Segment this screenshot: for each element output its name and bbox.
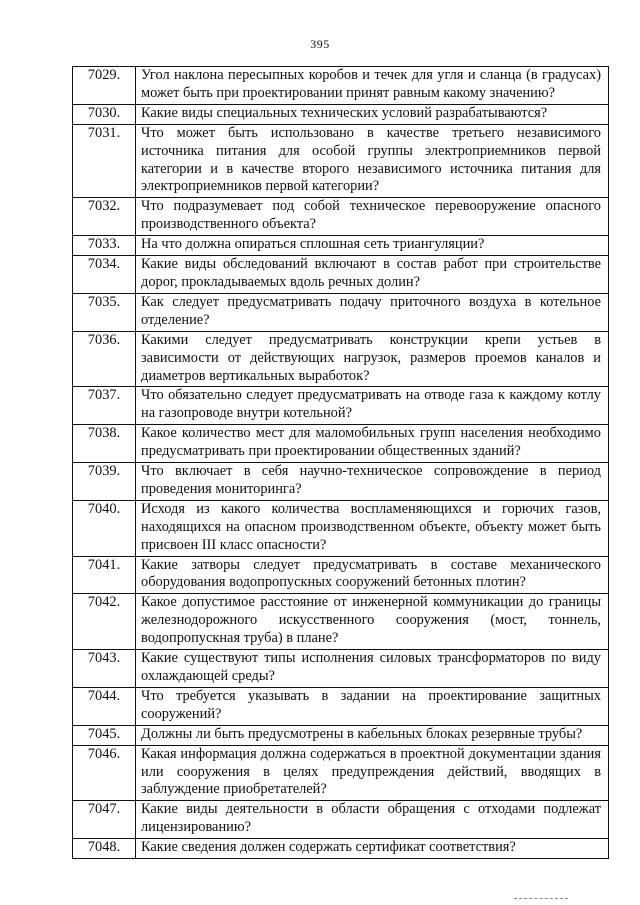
- questions-table: [72, 66, 609, 859]
- page-number: 395: [310, 37, 330, 51]
- question-text: Какие сведения должен содержать сертификат соответствия?: [136, 839, 609, 859]
- question-text: Какими следует предусматривать конструкции крепи устьев в зависимости от действующих нагрузок, размеров проемов каналов и диаметров вертикальных выработок?: [136, 331, 609, 387]
- question-number: 7029.: [73, 67, 136, 105]
- question-row: [73, 104, 609, 124]
- question-row: [73, 745, 609, 801]
- question-number: 7043.: [73, 650, 136, 688]
- question-text: Что подразумевает под собой техническое перевооружение опасного производственного объекта?: [136, 198, 609, 236]
- question-row: [73, 293, 609, 331]
- question-row: [73, 425, 609, 463]
- question-text: На что должна опираться сплошная сеть триангуляции?: [136, 236, 609, 256]
- question-text: Какие существуют типы исполнения силовых трансформаторов по виду охлаждающей среды?: [136, 650, 609, 688]
- question-row: [73, 500, 609, 556]
- question-number: 7047.: [73, 801, 136, 839]
- question-text: Как следует предусматривать подачу приточного воздуха в котельное отделение?: [136, 293, 609, 331]
- question-number: 7037.: [73, 387, 136, 425]
- question-number: 7040.: [73, 500, 136, 556]
- question-text: Какие затворы следует предусматривать в составе механического оборудования водопропускных сооружений бетонных плотин?: [136, 556, 609, 594]
- question-row: [73, 256, 609, 294]
- question-row: [73, 556, 609, 594]
- question-row: [73, 839, 609, 859]
- question-number: 7039.: [73, 463, 136, 501]
- question-number: 7044.: [73, 687, 136, 725]
- question-row: [73, 687, 609, 725]
- question-text: Какие виды деятельности в области обращения с отходами подлежат лицензированию?: [136, 801, 609, 839]
- question-row: [73, 801, 609, 839]
- questions-table-body: [73, 67, 609, 859]
- question-number: 7048.: [73, 839, 136, 859]
- question-number: 7033.: [73, 236, 136, 256]
- question-text: Что требуется указывать в задании на проектирование защитных сооружений?: [136, 687, 609, 725]
- question-text: Что включает в себя научно-техническое сопровождение в период проведения мониторинга?: [136, 463, 609, 501]
- question-number: 7034.: [73, 256, 136, 294]
- question-number: 7042.: [73, 594, 136, 650]
- question-row: [73, 725, 609, 745]
- question-row: [73, 124, 609, 198]
- scan-edge-mark: [514, 898, 568, 899]
- question-row: [73, 594, 609, 650]
- question-text: Какая информация должна содержаться в проектной документации здания или сооружения в целях предупреждения действий, вводящих в заблуждение приобретателей?: [136, 745, 609, 801]
- question-number: 7038.: [73, 425, 136, 463]
- question-text: Должны ли быть предусмотрены в кабельных блоках резервные трубы?: [136, 725, 609, 745]
- question-text: Исходя из какого количества воспламеняющихся и горючих газов, находящихся на опасном производственном объекте, объекту может быть присвоен III класс опасности?: [136, 500, 609, 556]
- question-number: 7036.: [73, 331, 136, 387]
- question-text: Какое количество мест для маломобильных групп населения необходимо предусматривать при проектировании общественных зданий?: [136, 425, 609, 463]
- question-row: [73, 463, 609, 501]
- question-row: [73, 331, 609, 387]
- question-text: Какие виды обследований включают в состав работ при строительстве дорог, прокладываемых вдоль речных долин?: [136, 256, 609, 294]
- question-number: 7031.: [73, 124, 136, 198]
- question-text: Какие виды специальных технических условий разрабатываются?: [136, 104, 609, 124]
- question-text: Какое допустимое расстояние от инженерной коммуникации до границы железнодорожного искусственного сооружения (мост, тоннель, водопропускная труба) в плане?: [136, 594, 609, 650]
- question-text: Что может быть использовано в качестве третьего независимого источника питания для особой группы электроприемников первой категории и в качестве второго независимого источника питания для электроприемников первой категории?: [136, 124, 609, 198]
- question-number: 7046.: [73, 745, 136, 801]
- question-number: 7045.: [73, 725, 136, 745]
- question-number: 7030.: [73, 104, 136, 124]
- question-row: [73, 198, 609, 236]
- question-number: 7041.: [73, 556, 136, 594]
- question-number: 7032.: [73, 198, 136, 236]
- question-row: [73, 236, 609, 256]
- question-row: [73, 650, 609, 688]
- question-row: [73, 387, 609, 425]
- question-number: 7035.: [73, 293, 136, 331]
- question-text: Угол наклона пересыпных коробов и течек для угля и сланца (в градусах) может быть при проектировании принят равным какому значению?: [136, 67, 609, 105]
- question-row: [73, 67, 609, 105]
- question-text: Что обязательно следует предусматривать на отводе газа к каждому котлу на газопроводе внутри котельной?: [136, 387, 609, 425]
